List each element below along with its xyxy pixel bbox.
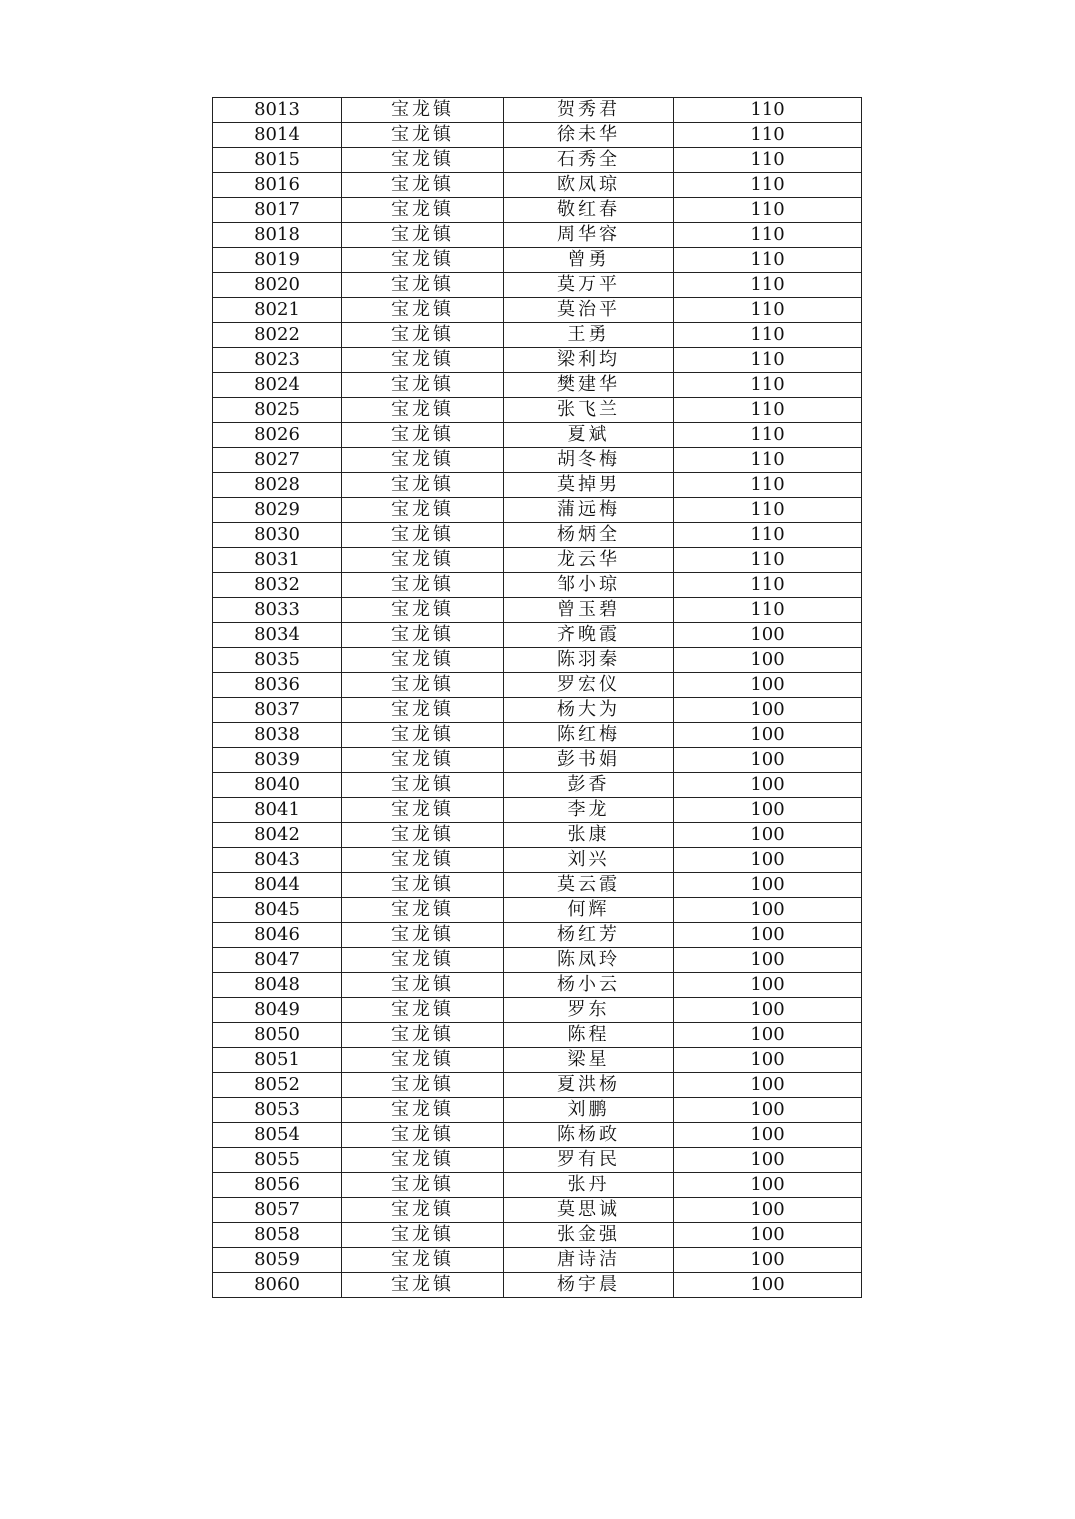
table-row: [213, 873, 862, 898]
table-row: [213, 998, 862, 1023]
town-cell: 宝龙镇: [342, 673, 504, 698]
amount-cell: 110: [674, 373, 862, 398]
name-cell: 莫思诚: [504, 1198, 674, 1223]
id-cell: 8036: [213, 673, 342, 698]
table-row: [213, 923, 862, 948]
amount-cell: 100: [674, 723, 862, 748]
amount-cell: 110: [674, 248, 862, 273]
roster-table-body: [213, 98, 862, 1298]
id-cell: 8016: [213, 173, 342, 198]
amount-cell: 110: [674, 423, 862, 448]
amount-cell: 100: [674, 648, 862, 673]
amount-cell: 100: [674, 998, 862, 1023]
table-row: [213, 798, 862, 823]
amount-cell: 100: [674, 848, 862, 873]
table-row: [213, 673, 862, 698]
town-cell: 宝龙镇: [342, 798, 504, 823]
amount-cell: 110: [674, 523, 862, 548]
table-row: [213, 98, 862, 123]
name-cell: 石秀全: [504, 148, 674, 173]
id-cell: 8018: [213, 223, 342, 248]
amount-cell: 100: [674, 1073, 862, 1098]
table-row: [213, 1098, 862, 1123]
town-cell: 宝龙镇: [342, 248, 504, 273]
name-cell: 龙云华: [504, 548, 674, 573]
name-cell: 何辉: [504, 898, 674, 923]
name-cell: 罗宏仪: [504, 673, 674, 698]
name-cell: 彭书娟: [504, 748, 674, 773]
name-cell: 梁利均: [504, 348, 674, 373]
id-cell: 8028: [213, 473, 342, 498]
town-cell: 宝龙镇: [342, 1223, 504, 1248]
roster-table: [212, 97, 862, 1298]
town-cell: 宝龙镇: [342, 123, 504, 148]
table-row: [213, 773, 862, 798]
town-cell: 宝龙镇: [342, 973, 504, 998]
town-cell: 宝龙镇: [342, 773, 504, 798]
id-cell: 8046: [213, 923, 342, 948]
id-cell: 8017: [213, 198, 342, 223]
table-row: [213, 1073, 862, 1098]
name-cell: 莫万平: [504, 273, 674, 298]
town-cell: 宝龙镇: [342, 1073, 504, 1098]
amount-cell: 100: [674, 748, 862, 773]
id-cell: 8050: [213, 1023, 342, 1048]
town-cell: 宝龙镇: [342, 98, 504, 123]
amount-cell: 110: [674, 498, 862, 523]
amount-cell: 110: [674, 298, 862, 323]
name-cell: 张丹: [504, 1173, 674, 1198]
name-cell: 欧凤琼: [504, 173, 674, 198]
id-cell: 8025: [213, 398, 342, 423]
name-cell: 莫云霞: [504, 873, 674, 898]
amount-cell: 110: [674, 548, 862, 573]
id-cell: 8035: [213, 648, 342, 673]
id-cell: 8060: [213, 1273, 342, 1298]
table-row: [213, 1023, 862, 1048]
id-cell: 8019: [213, 248, 342, 273]
amount-cell: 100: [674, 923, 862, 948]
id-cell: 8058: [213, 1223, 342, 1248]
name-cell: 齐晚霞: [504, 623, 674, 648]
town-cell: 宝龙镇: [342, 373, 504, 398]
amount-cell: 110: [674, 473, 862, 498]
name-cell: 陈羽秦: [504, 648, 674, 673]
amount-cell: 110: [674, 598, 862, 623]
name-cell: 蒲远梅: [504, 498, 674, 523]
name-cell: 罗有民: [504, 1148, 674, 1173]
table-row: [213, 273, 862, 298]
town-cell: 宝龙镇: [342, 848, 504, 873]
town-cell: 宝龙镇: [342, 348, 504, 373]
name-cell: 梁星: [504, 1048, 674, 1073]
table-row: [213, 723, 862, 748]
table-row: [213, 1123, 862, 1148]
amount-cell: 100: [674, 973, 862, 998]
id-cell: 8023: [213, 348, 342, 373]
id-cell: 8048: [213, 973, 342, 998]
town-cell: 宝龙镇: [342, 548, 504, 573]
id-cell: 8044: [213, 873, 342, 898]
id-cell: 8051: [213, 1048, 342, 1073]
town-cell: 宝龙镇: [342, 198, 504, 223]
name-cell: 张金强: [504, 1223, 674, 1248]
id-cell: 8032: [213, 573, 342, 598]
name-cell: 王勇: [504, 323, 674, 348]
id-cell: 8052: [213, 1073, 342, 1098]
name-cell: 李龙: [504, 798, 674, 823]
table-row: [213, 473, 862, 498]
id-cell: 8037: [213, 698, 342, 723]
town-cell: 宝龙镇: [342, 723, 504, 748]
amount-cell: 100: [674, 898, 862, 923]
town-cell: 宝龙镇: [342, 1023, 504, 1048]
town-cell: 宝龙镇: [342, 473, 504, 498]
amount-cell: 100: [674, 1223, 862, 1248]
amount-cell: 100: [674, 623, 862, 648]
table-row: [213, 748, 862, 773]
name-cell: 曾勇: [504, 248, 674, 273]
town-cell: 宝龙镇: [342, 623, 504, 648]
id-cell: 8040: [213, 773, 342, 798]
name-cell: 唐诗洁: [504, 1248, 674, 1273]
name-cell: 夏洪杨: [504, 1073, 674, 1098]
name-cell: 张康: [504, 823, 674, 848]
table-row: [213, 223, 862, 248]
name-cell: 杨炳全: [504, 523, 674, 548]
id-cell: 8045: [213, 898, 342, 923]
id-cell: 8055: [213, 1148, 342, 1173]
id-cell: 8059: [213, 1248, 342, 1273]
name-cell: 彭香: [504, 773, 674, 798]
id-cell: 8043: [213, 848, 342, 873]
name-cell: 陈红梅: [504, 723, 674, 748]
amount-cell: 100: [674, 1173, 862, 1198]
table-row: [213, 973, 862, 998]
table-row: [213, 698, 862, 723]
table-row: [213, 1273, 862, 1298]
amount-cell: 100: [674, 1198, 862, 1223]
id-cell: 8015: [213, 148, 342, 173]
table-row: [213, 123, 862, 148]
amount-cell: 100: [674, 1123, 862, 1148]
table-row: [213, 1173, 862, 1198]
amount-cell: 110: [674, 448, 862, 473]
name-cell: 陈凤玲: [504, 948, 674, 973]
town-cell: 宝龙镇: [342, 1148, 504, 1173]
amount-cell: 110: [674, 323, 862, 348]
name-cell: 曾玉碧: [504, 598, 674, 623]
table-row: [213, 1198, 862, 1223]
table-row: [213, 248, 862, 273]
amount-cell: 100: [674, 673, 862, 698]
id-cell: 8029: [213, 498, 342, 523]
table-row: [213, 523, 862, 548]
id-cell: 8053: [213, 1098, 342, 1123]
name-cell: 杨大为: [504, 698, 674, 723]
town-cell: 宝龙镇: [342, 923, 504, 948]
id-cell: 8031: [213, 548, 342, 573]
town-cell: 宝龙镇: [342, 448, 504, 473]
town-cell: 宝龙镇: [342, 948, 504, 973]
amount-cell: 110: [674, 223, 862, 248]
table-row: [213, 148, 862, 173]
amount-cell: 110: [674, 173, 862, 198]
table-row: [213, 848, 862, 873]
id-cell: 8020: [213, 273, 342, 298]
amount-cell: 110: [674, 398, 862, 423]
table-row: [213, 1223, 862, 1248]
id-cell: 8042: [213, 823, 342, 848]
amount-cell: 100: [674, 698, 862, 723]
town-cell: 宝龙镇: [342, 998, 504, 1023]
id-cell: 8054: [213, 1123, 342, 1148]
table-row: [213, 373, 862, 398]
amount-cell: 100: [674, 873, 862, 898]
town-cell: 宝龙镇: [342, 523, 504, 548]
name-cell: 罗东: [504, 998, 674, 1023]
town-cell: 宝龙镇: [342, 1248, 504, 1273]
id-cell: 8041: [213, 798, 342, 823]
town-cell: 宝龙镇: [342, 498, 504, 523]
table-row: [213, 348, 862, 373]
town-cell: 宝龙镇: [342, 573, 504, 598]
town-cell: 宝龙镇: [342, 298, 504, 323]
id-cell: 8038: [213, 723, 342, 748]
id-cell: 8049: [213, 998, 342, 1023]
name-cell: 张飞兰: [504, 398, 674, 423]
town-cell: 宝龙镇: [342, 698, 504, 723]
amount-cell: 100: [674, 773, 862, 798]
id-cell: 8021: [213, 298, 342, 323]
table-row: [213, 548, 862, 573]
table-row: [213, 498, 862, 523]
amount-cell: 110: [674, 198, 862, 223]
town-cell: 宝龙镇: [342, 748, 504, 773]
town-cell: 宝龙镇: [342, 423, 504, 448]
name-cell: 刘鹏: [504, 1098, 674, 1123]
table-row: [213, 448, 862, 473]
table-row: [213, 1148, 862, 1173]
town-cell: 宝龙镇: [342, 223, 504, 248]
town-cell: 宝龙镇: [342, 398, 504, 423]
id-cell: 8026: [213, 423, 342, 448]
town-cell: 宝龙镇: [342, 898, 504, 923]
table-row: [213, 198, 862, 223]
name-cell: 樊建华: [504, 373, 674, 398]
table-row: [213, 1048, 862, 1073]
table-row: [213, 823, 862, 848]
name-cell: 周华容: [504, 223, 674, 248]
table-row: [213, 423, 862, 448]
name-cell: 徐未华: [504, 123, 674, 148]
town-cell: 宝龙镇: [342, 1048, 504, 1073]
name-cell: 陈杨政: [504, 1123, 674, 1148]
town-cell: 宝龙镇: [342, 1098, 504, 1123]
amount-cell: 110: [674, 348, 862, 373]
name-cell: 贺秀君: [504, 98, 674, 123]
town-cell: 宝龙镇: [342, 148, 504, 173]
table-row: [213, 948, 862, 973]
id-cell: 8013: [213, 98, 342, 123]
name-cell: 夏斌: [504, 423, 674, 448]
amount-cell: 110: [674, 148, 862, 173]
amount-cell: 110: [674, 98, 862, 123]
town-cell: 宝龙镇: [342, 648, 504, 673]
amount-cell: 100: [674, 1048, 862, 1073]
town-cell: 宝龙镇: [342, 173, 504, 198]
table-row: [213, 898, 862, 923]
id-cell: 8014: [213, 123, 342, 148]
id-cell: 8033: [213, 598, 342, 623]
town-cell: 宝龙镇: [342, 1273, 504, 1298]
amount-cell: 100: [674, 1023, 862, 1048]
amount-cell: 110: [674, 273, 862, 298]
amount-cell: 100: [674, 798, 862, 823]
amount-cell: 100: [674, 823, 862, 848]
table-row: [213, 623, 862, 648]
table-row: [213, 1248, 862, 1273]
name-cell: 杨小云: [504, 973, 674, 998]
amount-cell: 110: [674, 573, 862, 598]
name-cell: 杨宇晨: [504, 1273, 674, 1298]
name-cell: 胡冬梅: [504, 448, 674, 473]
table-row: [213, 398, 862, 423]
town-cell: 宝龙镇: [342, 1198, 504, 1223]
town-cell: 宝龙镇: [342, 873, 504, 898]
amount-cell: 100: [674, 1148, 862, 1173]
amount-cell: 110: [674, 123, 862, 148]
id-cell: 8047: [213, 948, 342, 973]
id-cell: 8034: [213, 623, 342, 648]
name-cell: 莫治平: [504, 298, 674, 323]
table-row: [213, 323, 862, 348]
name-cell: 莫掉男: [504, 473, 674, 498]
name-cell: 敬红春: [504, 198, 674, 223]
id-cell: 8057: [213, 1198, 342, 1223]
town-cell: 宝龙镇: [342, 823, 504, 848]
town-cell: 宝龙镇: [342, 323, 504, 348]
amount-cell: 100: [674, 1098, 862, 1123]
id-cell: 8039: [213, 748, 342, 773]
name-cell: 刘兴: [504, 848, 674, 873]
name-cell: 陈程: [504, 1023, 674, 1048]
amount-cell: 100: [674, 1273, 862, 1298]
table-row: [213, 173, 862, 198]
id-cell: 8027: [213, 448, 342, 473]
amount-cell: 100: [674, 1248, 862, 1273]
town-cell: 宝龙镇: [342, 1173, 504, 1198]
id-cell: 8024: [213, 373, 342, 398]
table-row: [213, 598, 862, 623]
id-cell: 8056: [213, 1173, 342, 1198]
town-cell: 宝龙镇: [342, 273, 504, 298]
name-cell: 邹小琼: [504, 573, 674, 598]
id-cell: 8022: [213, 323, 342, 348]
town-cell: 宝龙镇: [342, 598, 504, 623]
id-cell: 8030: [213, 523, 342, 548]
amount-cell: 100: [674, 948, 862, 973]
name-cell: 杨红芳: [504, 923, 674, 948]
table-row: [213, 573, 862, 598]
town-cell: 宝龙镇: [342, 1123, 504, 1148]
table-row: [213, 298, 862, 323]
table-row: [213, 648, 862, 673]
